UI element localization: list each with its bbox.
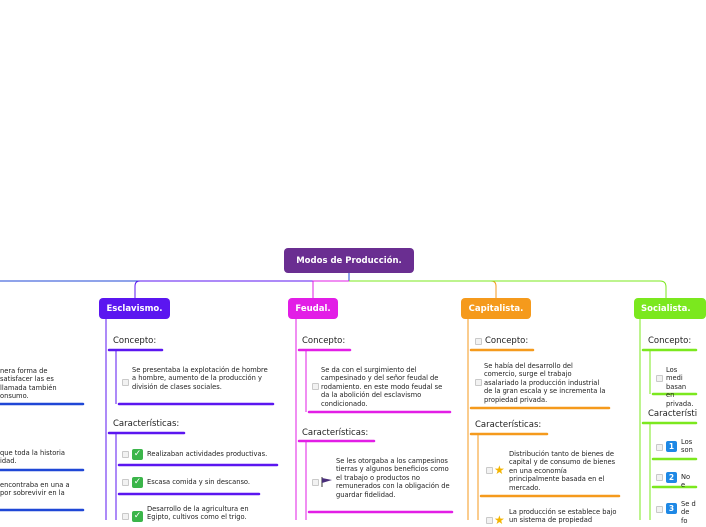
root-node-label: Modos de Producción. <box>296 255 402 266</box>
check-icon: ✓ <box>133 477 142 487</box>
branch-label-esclavismo: Esclavismo. <box>106 303 163 314</box>
number-3-icon: 3 <box>666 503 677 514</box>
capitalista-caracteristicas-heading[interactable]: Características: <box>475 420 542 430</box>
esclavismo-item-2[interactable]: ✓ Escasa comida y sin descanso. <box>122 477 272 486</box>
socialista-caracteristicas-heading[interactable]: Característi <box>648 409 698 419</box>
star-icon: ★ <box>494 513 505 527</box>
note-icon <box>475 379 482 386</box>
esclavismo-concepto-note[interactable]: Se presentaba la explotación de hombre a hombre, aumento de la producción y división de clases sociales. <box>122 366 272 391</box>
note-icon <box>122 513 129 520</box>
socialista-item-1[interactable]: 1 Los son <box>656 438 696 455</box>
left-fragment-1[interactable]: nera forma de satisfacer las es llamada también onsumo. <box>0 367 57 401</box>
capitalista-item-1[interactable]: ★ Distribución tanto de bienes de capital y de consumo de bienes en una economía principalmente basada en el mercado. <box>486 450 618 492</box>
branch-label-capitalista: Capitalista. <box>468 303 524 314</box>
number-2-icon: 2 <box>666 472 677 483</box>
left-fragment-3[interactable]: encontraba en una a por sobrevivir en la <box>0 481 70 498</box>
branch-node-capitalista[interactable] <box>461 298 531 319</box>
number-1-icon: 1 <box>666 441 677 452</box>
branch-node-socialista[interactable] <box>634 298 706 319</box>
socialista-item-2[interactable]: 2 No e <box>656 472 696 490</box>
branch-label-socialista: Socialista. <box>641 303 691 314</box>
branch-label-feudal: Feudal. <box>295 303 331 314</box>
note-icon <box>486 467 493 474</box>
note-icon <box>656 375 663 382</box>
star-icon: ★ <box>494 463 505 477</box>
flag-icon <box>321 477 333 487</box>
feudal-concepto-heading[interactable]: Concepto: <box>302 336 346 346</box>
note-icon <box>486 517 493 524</box>
note-icon <box>656 506 663 513</box>
note-icon <box>122 451 129 458</box>
note-icon <box>122 479 129 486</box>
check-icon: ✓ <box>133 449 142 459</box>
socialista-concepto-note[interactable]: Los medi basan en privada. <box>656 366 696 408</box>
note-icon <box>475 338 482 345</box>
socialista-concepto-heading[interactable]: Concepto: <box>648 336 692 346</box>
feudal-item-1[interactable]: Se les otorgaba a los campesinos tierras y algunos beneficios como el trabajo o productos no remunerados con la obligación de guardar fidelidad. <box>312 457 452 499</box>
note-icon <box>122 379 129 386</box>
socialista-item-3[interactable]: 3 Se d de fo <box>656 500 696 525</box>
note-icon <box>656 444 663 451</box>
branch-node-feudal[interactable] <box>288 298 338 319</box>
check-icon: ✓ <box>133 511 142 521</box>
capitalista-item-2[interactable]: ★ La producción se establece bajo un sistema de propiedad <box>486 508 618 525</box>
branch-node-esclavismo[interactable] <box>99 298 170 319</box>
esclavismo-concepto-heading[interactable]: Concepto: <box>113 336 157 346</box>
note-icon <box>312 383 319 390</box>
esclavismo-item-1[interactable]: ✓ Realizaban actividades productivas. <box>122 449 282 458</box>
root-connector-left <box>0 273 349 281</box>
note-icon <box>312 479 319 486</box>
capitalista-concepto-note[interactable]: Se había del desarrollo del comercio, surge el trabajo asalariado la producción industrial de la gran escala y se incrementa la propiedad privada. <box>475 362 607 404</box>
esclavismo-caracteristicas-heading[interactable]: Características: <box>113 419 180 429</box>
note-icon <box>656 474 663 481</box>
capitalista-concepto-heading[interactable]: Concepto: <box>475 336 528 346</box>
root-connector-esclavismo <box>135 281 349 298</box>
root-connector-feudal <box>313 281 349 298</box>
root-connector-capitalista <box>349 281 496 298</box>
root-connector-socialista <box>349 281 666 298</box>
left-fragment-2[interactable]: que toda la historia idad. <box>0 449 65 466</box>
feudal-caracteristicas-heading[interactable]: Características: <box>302 428 369 438</box>
root-node[interactable] <box>284 248 414 273</box>
feudal-concepto-note[interactable]: Se da con el surgimiento del campesinado y del señor feudal de rodamiento. en este modo feudal se da la abolición del esclavismo condicionado. <box>312 366 452 408</box>
esclavismo-item-3[interactable]: ✓ Desarrollo de la agricultura en Egipto, cultivos como el trigo. <box>122 505 272 522</box>
